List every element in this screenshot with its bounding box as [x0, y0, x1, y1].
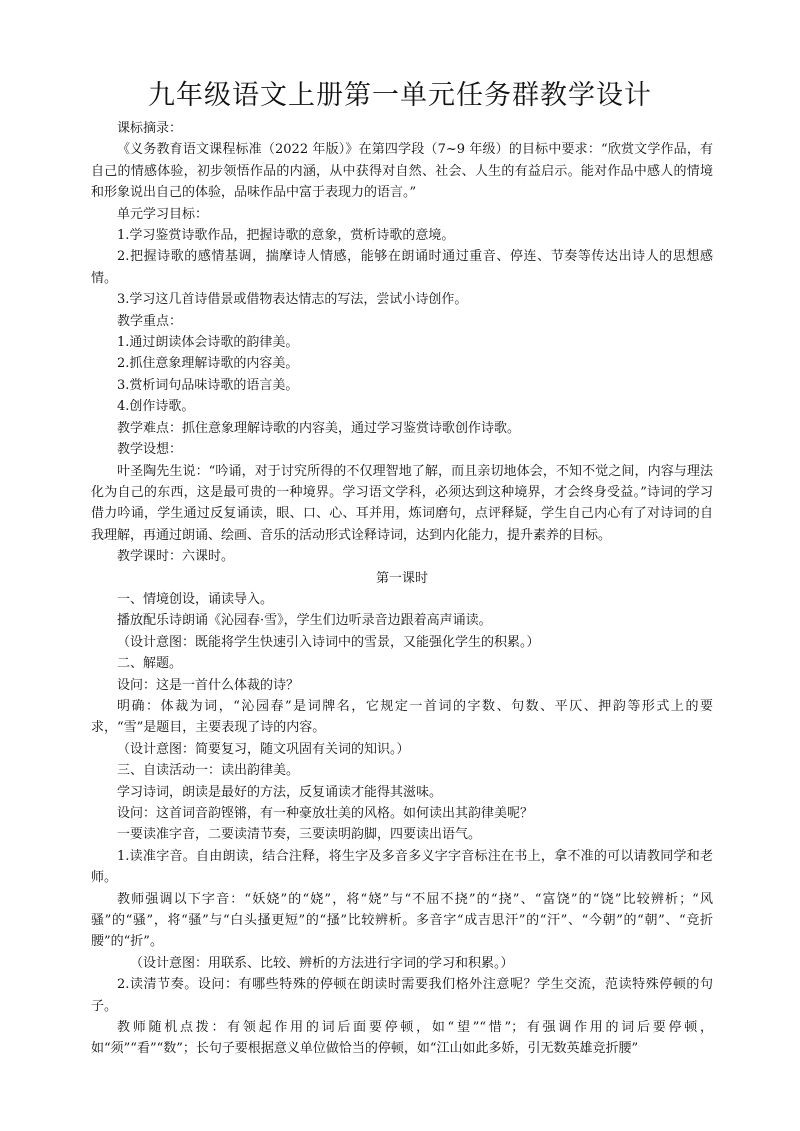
paragraph: 设问：这是一首什么体裁的诗？	[117, 677, 300, 693]
paragraph: 三、自读活动一：读出韵律美。	[117, 763, 300, 779]
paragraph: 二、解题。	[117, 656, 183, 672]
paragraph: 设问：这首词音韵铿锵，有一种豪放壮美的风格。如何读出其韵律美呢？	[117, 806, 534, 821]
paragraph: 教学难点：抓住意象理解诗歌的内容美，通过学习鉴赏诗歌创作诗歌。	[117, 420, 521, 436]
paragraph: 教学设想：	[117, 442, 183, 458]
document-title: 九年级语文上册第一单元任务群教学设计	[148, 80, 652, 111]
paragraph: 1.读准字音。自由朗读，结合注释，将生字及多音多义字字音标注在书上，拿不准的可以请教同学和老师。	[91, 848, 713, 886]
paragraph: 2.把握诗歌的感情基调，揣摩诗人情感，能够在朗诵时通过重音、停连、节奏等传达出诗人的思想感情。	[91, 249, 713, 286]
paragraph: 1.通过朗读体会诗歌的韵律美。	[117, 335, 299, 351]
paragraph: 一、情境创设，诵读导入。	[117, 591, 274, 607]
paragraph: （设计意图：简要复习，随文巩固有关词的知识。）	[117, 741, 410, 757]
section-heading: 第一课时	[375, 570, 428, 586]
paragraph: 教学课时：六课时。	[117, 549, 235, 565]
paragraph: 一要读准字音，二要读清节奏，三要读明韵脚，四要读出语气。	[117, 827, 482, 843]
paragraph: 《义务教育语文课程标准（2022 年版）》在第四学段（7~9 年级）的目标中要求：“欣赏文学作品，有自己的情感体验，初步领悟作品的内涵，从中获得对自然、社会、人生的有益启示。能对作品中感人的情境和形象说出自己的体验，品味作品中富于表现力的语言。”	[91, 142, 713, 201]
paragraph: 3.学习这几首诗借景或借物表达情志的写法，尝试小诗创作。	[117, 292, 468, 308]
paragraph: 1.学习鉴赏诗歌作品，把握诗歌的意象，赏析诗歌的意境。	[117, 228, 455, 244]
paragraph: （设计意图：用联系、比较、辨析的方法进行字词的学习和积累。）	[130, 955, 514, 971]
paragraph: 叶圣陶先生说：“吟诵，对于讨究所得的不仅理智地了解，而且亲切地体会，不知不觉之间，内容与理法化为自己的东西，这是最可贵的一种境界。学习语文学科，必须达到这种境界，才会终身受益。”诗词的学习借力吟诵，学生通过反复诵读，眼、口、心、耳并用，炼词磨句，点评释疑，学生自己内心有了对诗词的自我理解，再通过朗诵、绘画、音乐的活动形式诠释诗词，达到内化能力，提升素养的目标。	[91, 463, 713, 543]
paragraph: 教师强调以下字音：“妖娆”的“娆”，将“娆”与“不屈不挠”的“挠”、“富饶”的“饶”比较辨析；“风骚”的“骚”，将“骚”与“白头搔更短”的“搔”比较辨析。多音字“成吉思汗”的“汗”、“今朝”的“朝”、“竞折腰”的“折”。	[91, 891, 713, 950]
paragraph: 4.创作诗歌。	[117, 399, 195, 415]
paragraph: 3.赏析词句品味诗歌的语言美。	[117, 377, 299, 393]
paragraph: 课标摘录：	[117, 121, 183, 136]
paragraph: 教师随机点拨：有领起作用的词后面要停顿，如“望”“惜”；有强调作用的词后要停顿，如“须”“看”“数”；长句子要根据意义单位做恰当的停顿，如“江山如此多娇，引无数英雄竞折腰”	[91, 1020, 713, 1057]
paragraph: 单元学习目标：	[117, 206, 209, 222]
paragraph: 学习诗词，朗读是最好的方法，反复诵读才能得其滋味。	[117, 784, 443, 800]
paragraph: 明确：体裁为词，“沁园春”是词牌名，它规定一首词的字数、句数、平仄、押韵等形式上的要求，“雪”是题目，主要表现了诗的内容。	[91, 698, 713, 736]
paragraph: 2.抓住意象理解诗歌的内容美。	[117, 356, 299, 372]
paragraph: （设计意图：既能将学生快速引入诗词中的雪景，又能强化学生的积累。）	[117, 634, 540, 650]
document-body	[91, 118, 713, 1060]
paragraph: 2.读清节奏。设问：有哪些特殊的停顿在朗读时需要我们格外注意呢？学生交流，范读特殊停顿的句子。	[91, 977, 713, 1014]
paragraph: 播放配乐诗朗诵《沁园春·雪》，学生们边听录音边跟着高声诵读。	[117, 613, 492, 629]
paragraph: 教学重点：	[117, 313, 183, 329]
